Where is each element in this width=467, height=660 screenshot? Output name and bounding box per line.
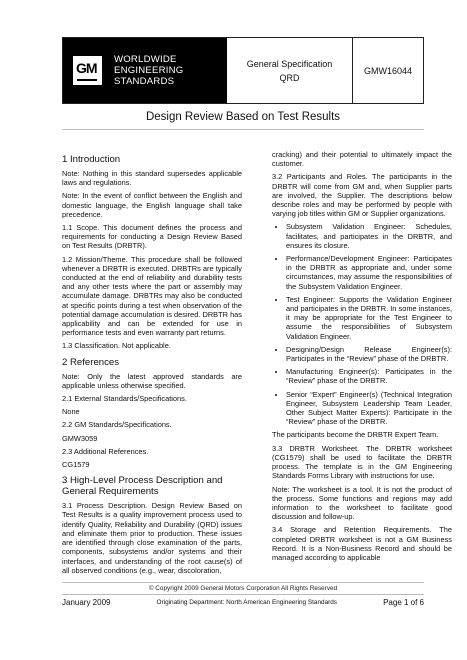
paragraph: 1.1 Scope. This document defines the process and requirements for conducting a Design Review Based on Test Results (DRBTR). (62, 223, 242, 251)
brand-line: STANDARDS (114, 76, 175, 87)
spec-type-cell (227, 38, 353, 103)
paragraph: 1.2 Mission/Theme. This procedure shall be followed whenever a DRBTR is executed. DRBTRs are typically conducted at the end of reliability and durability tests and any other tests where the part or assembly may accumulate damage. DRBTRs may also be conducted at specific points during a test when observation of the potential damage accumulation is desired. DRBTR has applicability and can be extended for use in performance tests and even warranty part returns. (62, 254, 242, 338)
brand-line: ENGINEERING (114, 65, 184, 76)
brand-name (114, 54, 183, 87)
list-item: • Test Engineer: Supports the Validation Engineer and participates in the DRBTR. In some instances, it may be appropriate for the Test Engineer to assume the responsibilities of Subsystem Validation Engineer. (286, 295, 452, 341)
paragraph: GMW3059 (62, 433, 98, 443)
paragraph: 3.4 Storage and Retention Requirements. The completed DRBTR worksheet is not a GM Business Record. It is a Non-Business Record and should be managed according to applicable (272, 525, 452, 562)
footer (62, 598, 424, 607)
footer-origin: Originating Department: North American Engineering Standards (156, 599, 338, 606)
paragraph: 3.3 DRBTR Worksheet. The DRBTR worksheet (CG1579) shall be used to facilitate the DRBTR process. The template is in the GM Engineering Standards Forms Library with instructions for use. (272, 443, 452, 481)
spec-type: General Specification (246, 58, 333, 69)
footer-rule-2 (62, 594, 424, 595)
bullet-list (272, 222, 452, 426)
footer-rule (62, 582, 424, 583)
paragraph: None (62, 407, 80, 417)
paragraph: Note: In the event of conflict between the English and domestic language, the English language shall take precedence. (62, 191, 242, 219)
paragraph: CG1579 (62, 460, 90, 470)
paragraph: The participants become the DRBTR Expert Team. (272, 430, 439, 440)
doc-number: GMW16044 (363, 65, 413, 76)
footer-date: January 2009 (62, 598, 111, 607)
section-heading: 1 Introduction (62, 154, 121, 165)
paragraph: 2.1 External Standards/Specifications. (62, 394, 187, 404)
right-column (272, 150, 452, 566)
paragraph: 3.2 Participants and Roles. The participants in the DRBTR will come from GM and, when Supplier parts are involved, the Supplier. The descriptions below describe roles and may be performed by people with varying job titles within GM or Supplier organizations. (272, 172, 452, 219)
section-heading: 3 High-Level Process Description and General Requirements (62, 475, 223, 498)
list-item: • Subsystem Validation Engineer: Schedules, facilitates, and participates in the DRBTR, and ensures its closure. (286, 222, 452, 250)
list-item: • Senior “Expert” Engineer(s) (Technical Integration Engineer, Subsystem Leadership Team Leader, Other Subject Matter Experts): Participate in the “Review” phase of the DRBTR. (286, 390, 452, 427)
paragraph: 2.3 Additional References. (62, 446, 149, 456)
paragraph: Note: Only the latest approved standards are applicable unless otherwise specified. (62, 371, 242, 390)
left-column (62, 154, 242, 579)
paragraph: 1.3 Classification. Not applicable. (62, 341, 171, 351)
document-title: Design Review Based on Test Results (145, 111, 341, 123)
paragraph: Note: The worksheet is a tool. It is not the product of the process. Some functions and regions may add information to the worksheet to facilitate good discussion and follow-up. (272, 484, 452, 522)
title-top-rule (62, 129, 424, 130)
list-item: • Performance/Development Engineer: Participates in the DRBTR as appropriate and, under some circumstances, may assume the responsibilities of the Subsystem Validation Engineer. (286, 254, 452, 291)
list-item: • Designing/Design Release Engineer(s): Participates in the “Review” phase of the DRBTR. (286, 345, 452, 363)
spec-subtype: QRD (279, 72, 300, 83)
gm-logo (73, 56, 102, 85)
paragraph: 3.1 Process Description. Design Review Based on Test Results is a quality improvement process used to identify Quality, Reliability and Durability (QRD) issues and eliminate them prior to production. These issues are identified through close examination of the parts, components, subsystems and/or systems and their interfaces, and understanding of the root cause(s) of all observed conditions (e.g., wear, discoloration, (62, 501, 242, 575)
brand-block (63, 38, 227, 103)
gm-logo-text: GM (76, 60, 97, 76)
paragraph: cracking) and their potential to ultimately impact the customer. (272, 150, 452, 169)
section-heading: 2 References (62, 356, 120, 368)
paragraph: 2.2 GM Standards/Specifications. (62, 420, 172, 430)
footer-page: Page 1 of 6 (383, 598, 424, 607)
copyright: © Copyright 2009 General Motors Corporation All Rights Reserved (148, 585, 338, 592)
brand-line: WORLDWIDE (114, 54, 177, 65)
header-box (62, 37, 424, 104)
paragraph: Note: Nothing in this standard supersedes applicable laws and regulations. (62, 169, 242, 188)
list-item: • Manufacturing Engineer(s): Participates in the “Review” phase of the DRBTR. (286, 367, 452, 385)
doc-number-cell (353, 38, 423, 103)
